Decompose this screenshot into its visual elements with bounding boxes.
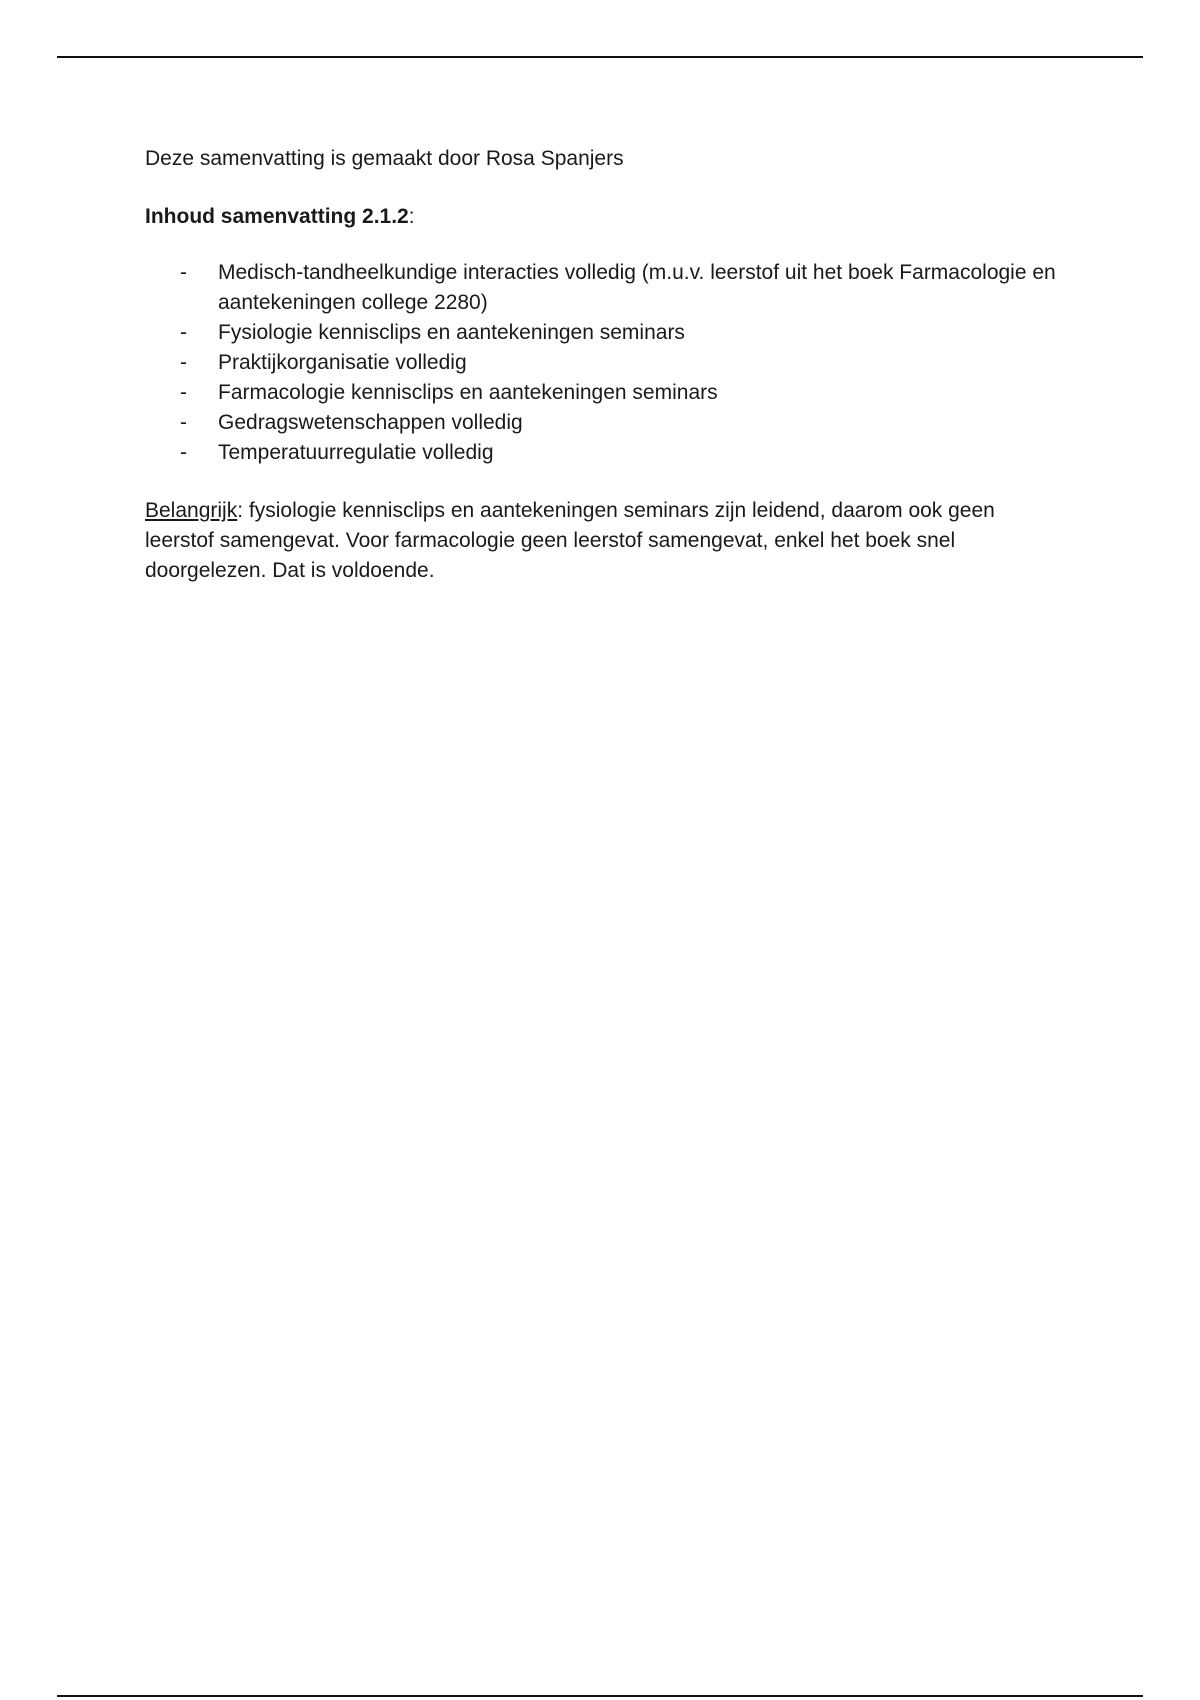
list-item (145, 348, 1065, 378)
list-item (145, 378, 1065, 408)
contents-list (145, 258, 1065, 468)
important-note (145, 496, 1065, 586)
bullet-dash: - (180, 351, 187, 374)
list-item-text: Medisch-tandheelkundige interacties volledig (m.u.v. leerstof uit het boek Farmacologie en aantekeningen college 2280) (218, 261, 1056, 314)
header-rule (57, 56, 1143, 58)
list-item-text: Farmacologie kennisclips en aantekeningen seminars (218, 381, 718, 404)
section-heading-title: Inhoud samenvatting 2.1.2 (145, 205, 409, 228)
bullet-dash: - (180, 261, 187, 284)
list-item-text: Gedragswetenschappen volledig (218, 411, 523, 434)
list-item-text: Temperatuurregulatie volledig (218, 441, 494, 464)
list-item (145, 318, 1065, 348)
bullet-dash: - (180, 381, 187, 404)
document-body (145, 144, 1065, 586)
intro-text: Deze samenvatting is gemaakt door Rosa Spanjers (145, 147, 624, 170)
bullet-dash: - (180, 321, 187, 344)
important-note-text: : fysiologie kennisclips en aantekeningen seminars zijn leidend, daarom ook geen leerstof samengevat. Voor farmacologie geen leerstof samengevat, enkel het boek snel doorgelezen. Dat is voldoende. (145, 499, 995, 582)
list-item-text: Fysiologie kennisclips en aantekeningen seminars (218, 321, 685, 344)
footer-rule (57, 1695, 1143, 1697)
list-item (145, 408, 1065, 438)
list-item-text: Praktijkorganisatie volledig (218, 351, 467, 374)
bullet-dash: - (180, 441, 187, 464)
list-item (145, 258, 1065, 318)
list-item (145, 438, 1065, 468)
bullet-dash: - (180, 411, 187, 434)
section-heading (145, 202, 1065, 232)
section-heading-colon: : (408, 205, 415, 228)
important-note-label: Belangrijk (145, 499, 238, 522)
